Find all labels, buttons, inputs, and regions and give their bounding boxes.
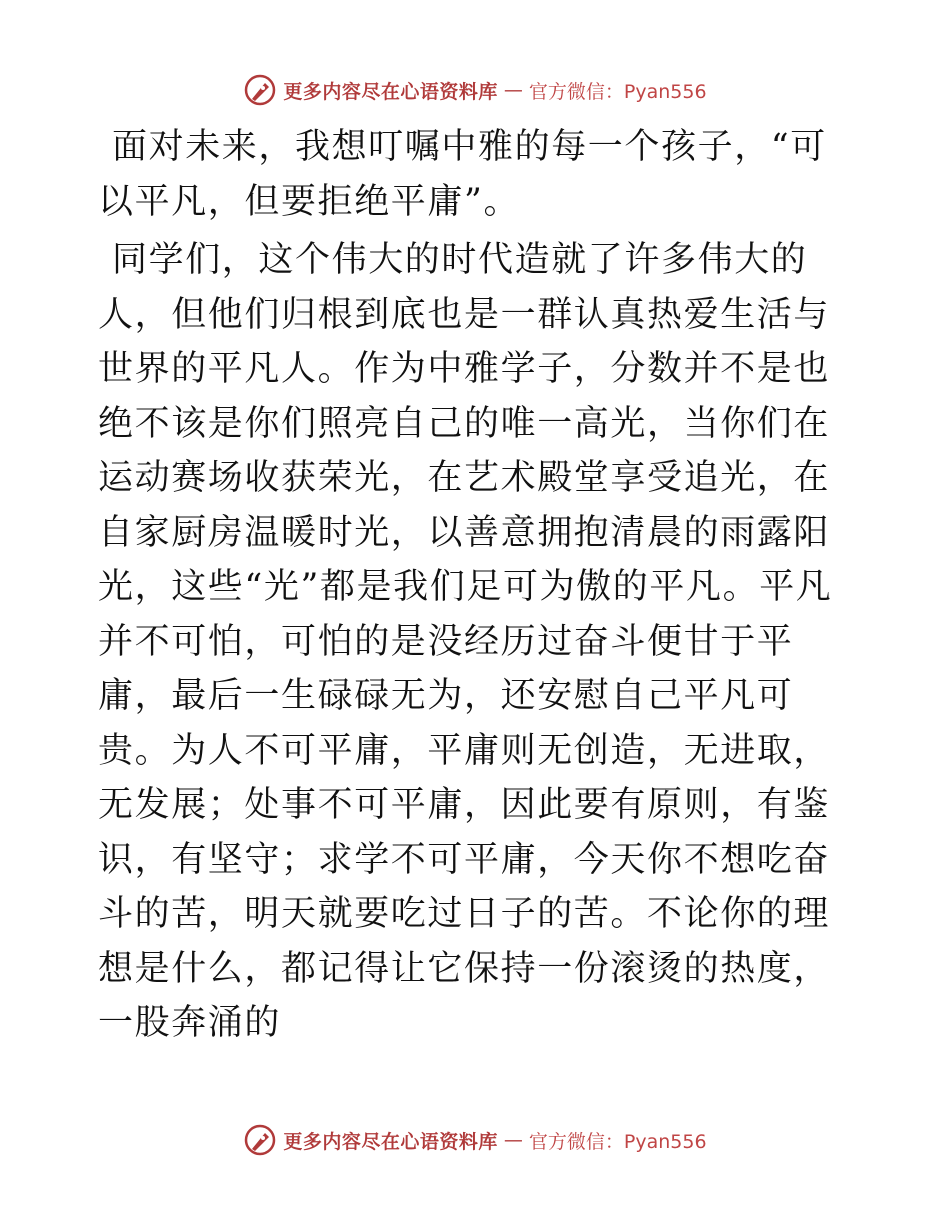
header-banner-dash: — xyxy=(503,79,523,101)
header-banner-wechat: 官方微信：Pyan556 xyxy=(528,80,707,103)
header-watermark-banner xyxy=(0,70,950,110)
paragraph: 同学们，这个伟大的时代造就了许多伟大的人，但他们归根到底也是一群认真热爱生活与世界的平凡人。作为中雅学子，分数并不是也绝不该是你们照亮自己的唯一高光，当你们在运动赛场收获荣光，在艺术殿堂享受追光，在自家厨房温暖时光，以善意拥抱清晨的雨露阳光，这些“光”都是我们足可为傲的平凡。平凡并不可怕，可怕的是没经历过奋斗便甘于平庸，最后一生碌碌无为，还安慰自己平凡可贵。为人不可平庸，平庸则无创造，无进取，无发展；处事不可平庸，因此要有原则，有鉴识，有坚守；求学不可平庸，今天你不想吃奋斗的苦，明天就要吃过日子的苦。不论你的理想是什么，都记得让它保持一份滚烫的热度，一股奔涌的 xyxy=(98,240,833,1043)
pen-nib-logo-icon xyxy=(243,1123,277,1157)
document-body xyxy=(98,120,858,1051)
footer-watermark-banner xyxy=(0,1120,950,1160)
header-banner-text: 更多内容尽在心语资料库 xyxy=(283,80,498,103)
footer-banner-wechat: 官方微信：Pyan556 xyxy=(528,1130,707,1153)
paragraph: 面对未来，我想叮嘱中雅的每一个孩子，“可以平凡，但要拒绝平庸”。 xyxy=(98,127,827,222)
pen-nib-logo-icon xyxy=(243,73,277,107)
footer-banner-dash: — xyxy=(503,1129,523,1151)
footer-banner-text: 更多内容尽在心语资料库 xyxy=(283,1130,498,1153)
